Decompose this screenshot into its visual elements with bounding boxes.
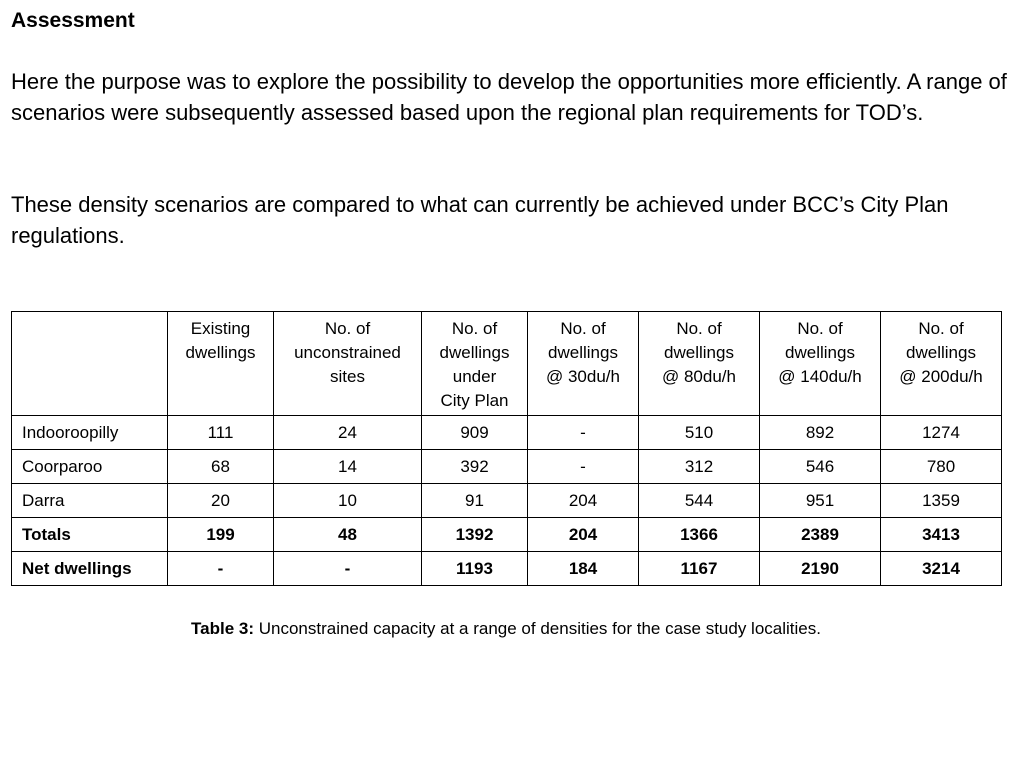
table-cell: 546	[760, 450, 881, 484]
table-cell: 1359	[881, 484, 1002, 518]
header-line: @ 140du/h	[778, 367, 862, 386]
header-unconstrained-sites	[274, 312, 422, 416]
header-line: dwellings	[548, 343, 618, 362]
header-line: Existing	[190, 319, 251, 338]
row-label: Totals	[12, 518, 168, 552]
table-cell: 204	[528, 518, 639, 552]
table-row-darra	[12, 484, 1002, 518]
header-line: dwellings	[785, 343, 855, 362]
header-dwellings-30du	[528, 312, 639, 416]
table-row-net-dwellings	[12, 552, 1002, 586]
header-line: No. of	[324, 319, 371, 338]
header-existing-dwellings	[168, 312, 274, 416]
header-line: @ 80du/h	[662, 367, 736, 386]
density-scenarios-table	[11, 311, 1002, 586]
table-cell: 48	[274, 518, 422, 552]
table-cell: 68	[168, 450, 274, 484]
table-cell: -	[528, 450, 639, 484]
table-cell: 1167	[639, 552, 760, 586]
header-line: No. of	[451, 319, 498, 338]
header-dwellings-140du	[760, 312, 881, 416]
table-cell: -	[168, 552, 274, 586]
table-cell: 2389	[760, 518, 881, 552]
table-cell: 1274	[881, 416, 1002, 450]
table-cell: 91	[422, 484, 528, 518]
row-label: Indooroopilly	[12, 416, 168, 450]
table-cell: 10	[274, 484, 422, 518]
header-blank-cell	[12, 312, 168, 416]
caption-text: Unconstrained capacity at a range of densities for the case study localities.	[254, 619, 821, 638]
table-cell: 892	[760, 416, 881, 450]
header-line: dwellings	[439, 343, 510, 362]
header-line: No. of	[676, 319, 722, 338]
table-cell: 3214	[881, 552, 1002, 586]
table-cell: 1366	[639, 518, 760, 552]
header-line: @ 200du/h	[899, 367, 983, 386]
table-cell: 204	[528, 484, 639, 518]
row-label: Darra	[12, 484, 168, 518]
header-dwellings-city-plan	[422, 312, 528, 416]
table-cell: 951	[760, 484, 881, 518]
table-cell: 510	[639, 416, 760, 450]
header-dwellings-200du	[881, 312, 1002, 416]
table-row-indooroopilly	[12, 416, 1002, 450]
table-cell: 111	[168, 416, 274, 450]
header-line: dwellings	[185, 343, 256, 362]
table-header-row	[12, 312, 1002, 416]
table-cell: 20	[168, 484, 274, 518]
caption-label: Table 3:	[191, 619, 254, 638]
table-cell: -	[274, 552, 422, 586]
table-cell: 14	[274, 450, 422, 484]
header-dwellings-80du	[639, 312, 760, 416]
table-cell: -	[528, 416, 639, 450]
table-cell: 3413	[881, 518, 1002, 552]
row-label: Net dwellings	[12, 552, 168, 586]
table-cell: 909	[422, 416, 528, 450]
row-label: Coorparoo	[12, 450, 168, 484]
header-line: unconstrained	[294, 343, 401, 362]
header-line: No. of	[918, 319, 964, 338]
header-line: dwellings	[906, 343, 976, 362]
header-line: under	[452, 367, 497, 386]
table-cell: 2190	[760, 552, 881, 586]
header-line: City Plan	[440, 391, 509, 410]
table-row-coorparoo	[12, 450, 1002, 484]
table-cell: 24	[274, 416, 422, 450]
header-line: No. of	[560, 319, 606, 338]
header-line: sites	[330, 367, 365, 386]
table-cell: 312	[639, 450, 760, 484]
paragraph-purpose: Here the purpose was to explore the possibility to develop the opportunities more efficiently. A range of scenarios were subsequently assessed based upon the regional plan requirements for TOD’s.	[11, 69, 1007, 125]
paragraph-comparison: These density scenarios are compared to what can currently be achieved under BCC’s City Plan regulations.	[11, 192, 949, 248]
table-cell: 1392	[422, 518, 528, 552]
table-cell: 184	[528, 552, 639, 586]
table-caption	[0, 618, 1012, 640]
header-line: dwellings	[664, 343, 734, 362]
table-cell: 392	[422, 450, 528, 484]
table-row-totals	[12, 518, 1002, 552]
table-cell: 544	[639, 484, 760, 518]
header-line: No. of	[797, 319, 843, 338]
table-cell: 199	[168, 518, 274, 552]
table-cell: 780	[881, 450, 1002, 484]
section-heading: Assessment	[11, 9, 135, 32]
table-cell: 1193	[422, 552, 528, 586]
header-line: @ 30du/h	[546, 367, 620, 386]
